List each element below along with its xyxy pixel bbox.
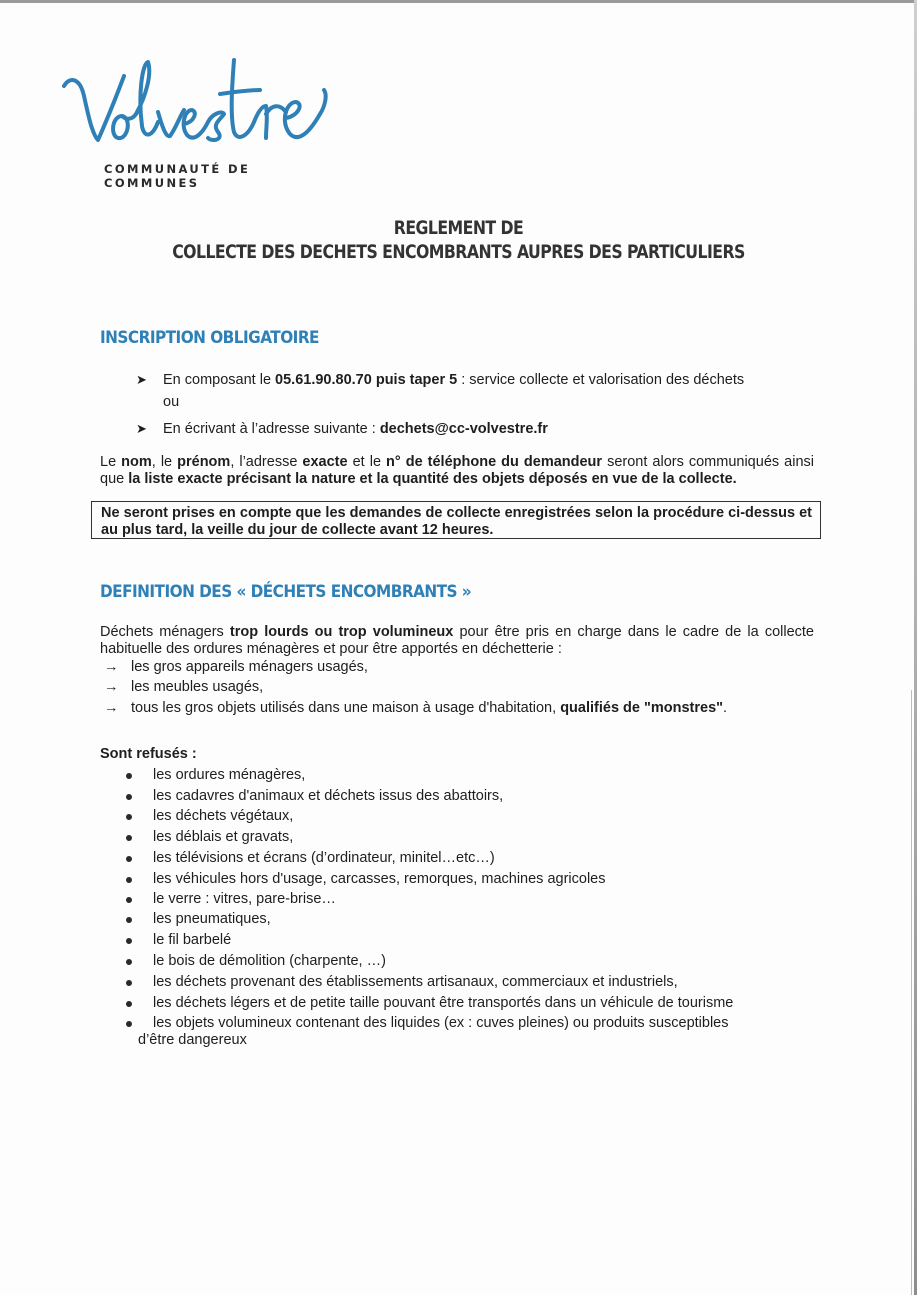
bullet-icon (126, 877, 132, 883)
bullet-icon (126, 1021, 132, 1027)
arrow-icon: → (104, 659, 119, 675)
list-item-continuation: d’être dangereux (138, 1032, 247, 1048)
scan-edge-top (0, 0, 917, 3)
arrow-icon: → (104, 679, 119, 695)
list-item: → les gros appareils ménagers usagés, (104, 659, 368, 675)
title-line-1: REGLEMENT DE (393, 217, 524, 239)
bullet-icon (126, 938, 132, 944)
definition-heading: DEFINITION DES « DÉCHETS ENCOMBRANTS » (100, 582, 472, 602)
phone-number: 05.61.90.80.70 puis taper 5 (275, 372, 458, 388)
list-item: → les meubles usagés, (104, 679, 264, 695)
scan-edge-line (911, 690, 912, 1295)
bullet-icon (126, 917, 132, 923)
list-item: → tous les gros objets utilisés dans une maison à usage d'habitation, qualifiés de "monstres". (104, 700, 728, 716)
bullet-icon (126, 773, 132, 779)
definition-paragraph: Déchets ménagers trop lourds ou trop volumineux pour être pris en charge dans le cadre de la collecte habituelle des ordures ménagères et pour être apportés en déchetterie : (100, 624, 814, 657)
bullet-icon (126, 959, 132, 965)
email-address: dechets@cc-volvestre.fr (379, 421, 548, 437)
arrowhead-bullet-icon: ➤ (136, 372, 147, 387)
logo-subtitle: COMMUNAUTÉ DE COMMUNES (104, 162, 251, 190)
inscription-paragraph: Le nom, le prénom, l’adresse exacte et le n° de téléphone du demandeur seront alors communiqués ainsi que la liste exacte précisant la nature et la quantité des objets déposés en vue de la collecte. (100, 454, 814, 487)
bullet-icon (126, 856, 132, 862)
inscription-heading: INSCRIPTION OBLIGATOIRE (100, 328, 319, 348)
bullet-icon (126, 835, 132, 841)
bullet-icon (126, 1001, 132, 1007)
deadline-notice-box: Ne seront prises en compte que les demandes de collecte enregistrées selon la procédure ci-dessus et au plus tard, la veille du jour de collecte avant 12 heures. (91, 501, 821, 539)
or-text: ou (163, 394, 180, 410)
bullet-icon (126, 794, 132, 800)
bullet-icon (126, 897, 132, 903)
title-line-2: COLLECTE DES DECHETS ENCOMBRANTS AUPRES DES PARTICULIERS (172, 241, 745, 263)
arrowhead-bullet-icon: ➤ (136, 421, 147, 436)
arrow-icon: → (104, 700, 119, 716)
volvestre-wordmark-icon (62, 56, 352, 156)
refused-heading: Sont refusés : (100, 746, 197, 762)
bullet-icon (126, 980, 132, 986)
bullet-icon (126, 814, 132, 820)
volvestre-logo (62, 56, 352, 190)
